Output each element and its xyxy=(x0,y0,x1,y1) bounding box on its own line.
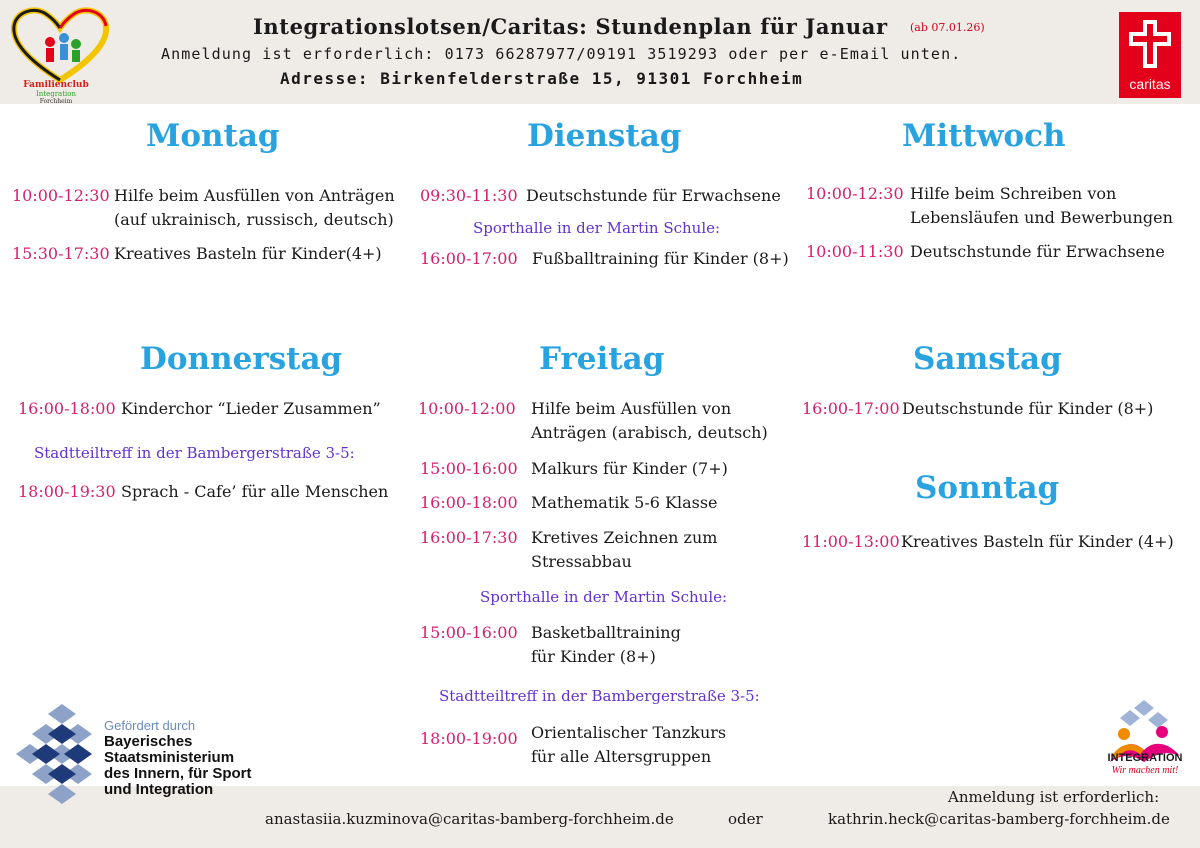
day-title-mittwoch: Mittwoch xyxy=(902,118,1066,154)
entry-activity: Hilfe beim Ausfüllen von xyxy=(531,399,732,418)
ministry-name-line: und Integration xyxy=(104,781,214,798)
footer-registration: Anmeldung ist erforderlich: xyxy=(948,788,1160,806)
entry-activity: Sprach - Cafe’ für alle Menschen xyxy=(121,482,389,501)
entry-time: 16:00-17:30 xyxy=(420,528,518,547)
ministry-name-line: des Innern, für Sport xyxy=(104,765,252,782)
registration-info: Anmeldung ist erforderlich: 0173 66287977/09191 3519293 oder per e-Email unten. xyxy=(161,45,962,63)
entry-time: 15:00-16:00 xyxy=(420,459,518,478)
entry-activity: Deutschstunde für Erwachsene xyxy=(526,186,781,205)
entry-activity: Kreatives Basteln für Kinder(4+) xyxy=(114,244,382,263)
entry-activity: Basketballtraining xyxy=(531,623,681,642)
integration-word: INTEGRATION xyxy=(1107,752,1183,764)
day-title-dienstag: Dienstag xyxy=(527,118,682,154)
familienclub-name: Familienclub xyxy=(23,80,89,90)
entry-activity: Hilfe beim Schreiben von xyxy=(910,184,1117,203)
entry-time: 09:30-11:30 xyxy=(420,186,518,205)
entry-activity: (auf ukrainisch, russisch, deutsch) xyxy=(114,210,394,229)
entry-time: 15:00-16:00 xyxy=(420,623,518,642)
entry-time: 16:00-17:00 xyxy=(420,249,518,268)
entry-activity: Anträgen (arabisch, deutsch) xyxy=(531,423,768,442)
location-label: Sporthalle in der Martin Schule: xyxy=(480,588,728,606)
day-title-samstag: Samstag xyxy=(913,341,1062,377)
entry-activity: Deutschstunde für Erwachsene xyxy=(910,242,1165,261)
entry-time: 10:00-11:30 xyxy=(806,242,904,261)
entry-time: 15:30-17:30 xyxy=(12,244,110,263)
entry-activity: Kretives Zeichnen zum xyxy=(531,528,718,547)
entry-time: 16:00-18:00 xyxy=(420,493,518,512)
ministry-name-line: Bayerisches xyxy=(104,733,193,750)
caritas-cross-icon xyxy=(1119,12,1181,74)
ministry-name-line: Staatsministerium xyxy=(104,749,235,766)
entry-time: 16:00-18:00 xyxy=(18,399,116,418)
entry-activity: für Kinder (8+) xyxy=(531,647,656,666)
entry-time: 16:00-17:00 xyxy=(802,399,900,418)
entry-time: 11:00-13:00 xyxy=(802,532,900,551)
entry-time: 10:00-12:30 xyxy=(12,186,110,205)
entry-time: 10:00-12:30 xyxy=(806,184,904,203)
entry-activity: für alle Altersgruppen xyxy=(531,747,712,766)
bavaria-diamond-icon xyxy=(16,700,106,810)
familienclub-sub: Integration xyxy=(35,90,76,98)
familienclub-city: Forchheim xyxy=(39,98,73,105)
location-label: Stadtteiltreff in der Bambergerstraße 3-5: xyxy=(439,687,760,705)
entry-activity: Malkurs für Kinder (7+) xyxy=(531,459,728,478)
valid-from: (ab 07.01.26) xyxy=(910,21,985,34)
integration-slogan: Wir machen mit! xyxy=(1111,765,1179,776)
entry-activity: Fußballtraining für Kinder (8+) xyxy=(532,249,789,268)
day-title-donnerstag: Donnerstag xyxy=(140,341,343,377)
contact-email-1[interactable]: anastasiia.kuzminova@caritas-bamberg-forchheim.de xyxy=(265,810,674,828)
page-title: Integrationslotsen/Caritas: Stundenplan für Januar xyxy=(253,14,888,39)
ministry-text xyxy=(104,718,252,798)
entry-activity: Orientalischer Tanzkurs xyxy=(531,723,727,742)
heart-icon xyxy=(8,6,112,86)
footer-or: oder xyxy=(728,810,763,828)
funded-by: Gefördert durch xyxy=(104,718,196,733)
day-title-montag: Montag xyxy=(146,118,280,154)
entry-time: 10:00-12:00 xyxy=(418,399,516,418)
entry-activity: Deutschstunde für Kinder (8+) xyxy=(902,399,1154,418)
day-title-sonntag: Sonntag xyxy=(915,470,1060,506)
entry-activity: Stressabbau xyxy=(531,552,632,571)
contact-email-2[interactable]: kathrin.heck@caritas-bamberg-forchheim.de xyxy=(828,810,1170,828)
location-label: Stadtteiltreff in der Bambergerstraße 3-5: xyxy=(34,444,355,462)
caritas-wordmark: caritas xyxy=(1129,76,1171,92)
entry-time: 18:00-19:30 xyxy=(18,482,116,501)
location-label: Sporthalle in der Martin Schule: xyxy=(473,219,721,237)
entry-time: 18:00-19:00 xyxy=(420,729,518,748)
entry-activity: Kinderchor “Lieder Zusammen” xyxy=(121,399,381,418)
entry-activity: Kreatives Basteln für Kinder (4+) xyxy=(901,532,1174,551)
entry-activity: Lebensläufen und Bewerbungen xyxy=(910,208,1173,227)
day-title-freitag: Freitag xyxy=(539,341,665,377)
entry-activity: Hilfe beim Ausfüllen von Anträgen xyxy=(114,186,395,205)
address: Adresse: Birkenfelderstraße 15, 91301 Forchheim xyxy=(280,69,804,88)
caritas-logo xyxy=(1119,12,1181,98)
entry-activity: Mathematik 5-6 Klasse xyxy=(531,493,718,512)
